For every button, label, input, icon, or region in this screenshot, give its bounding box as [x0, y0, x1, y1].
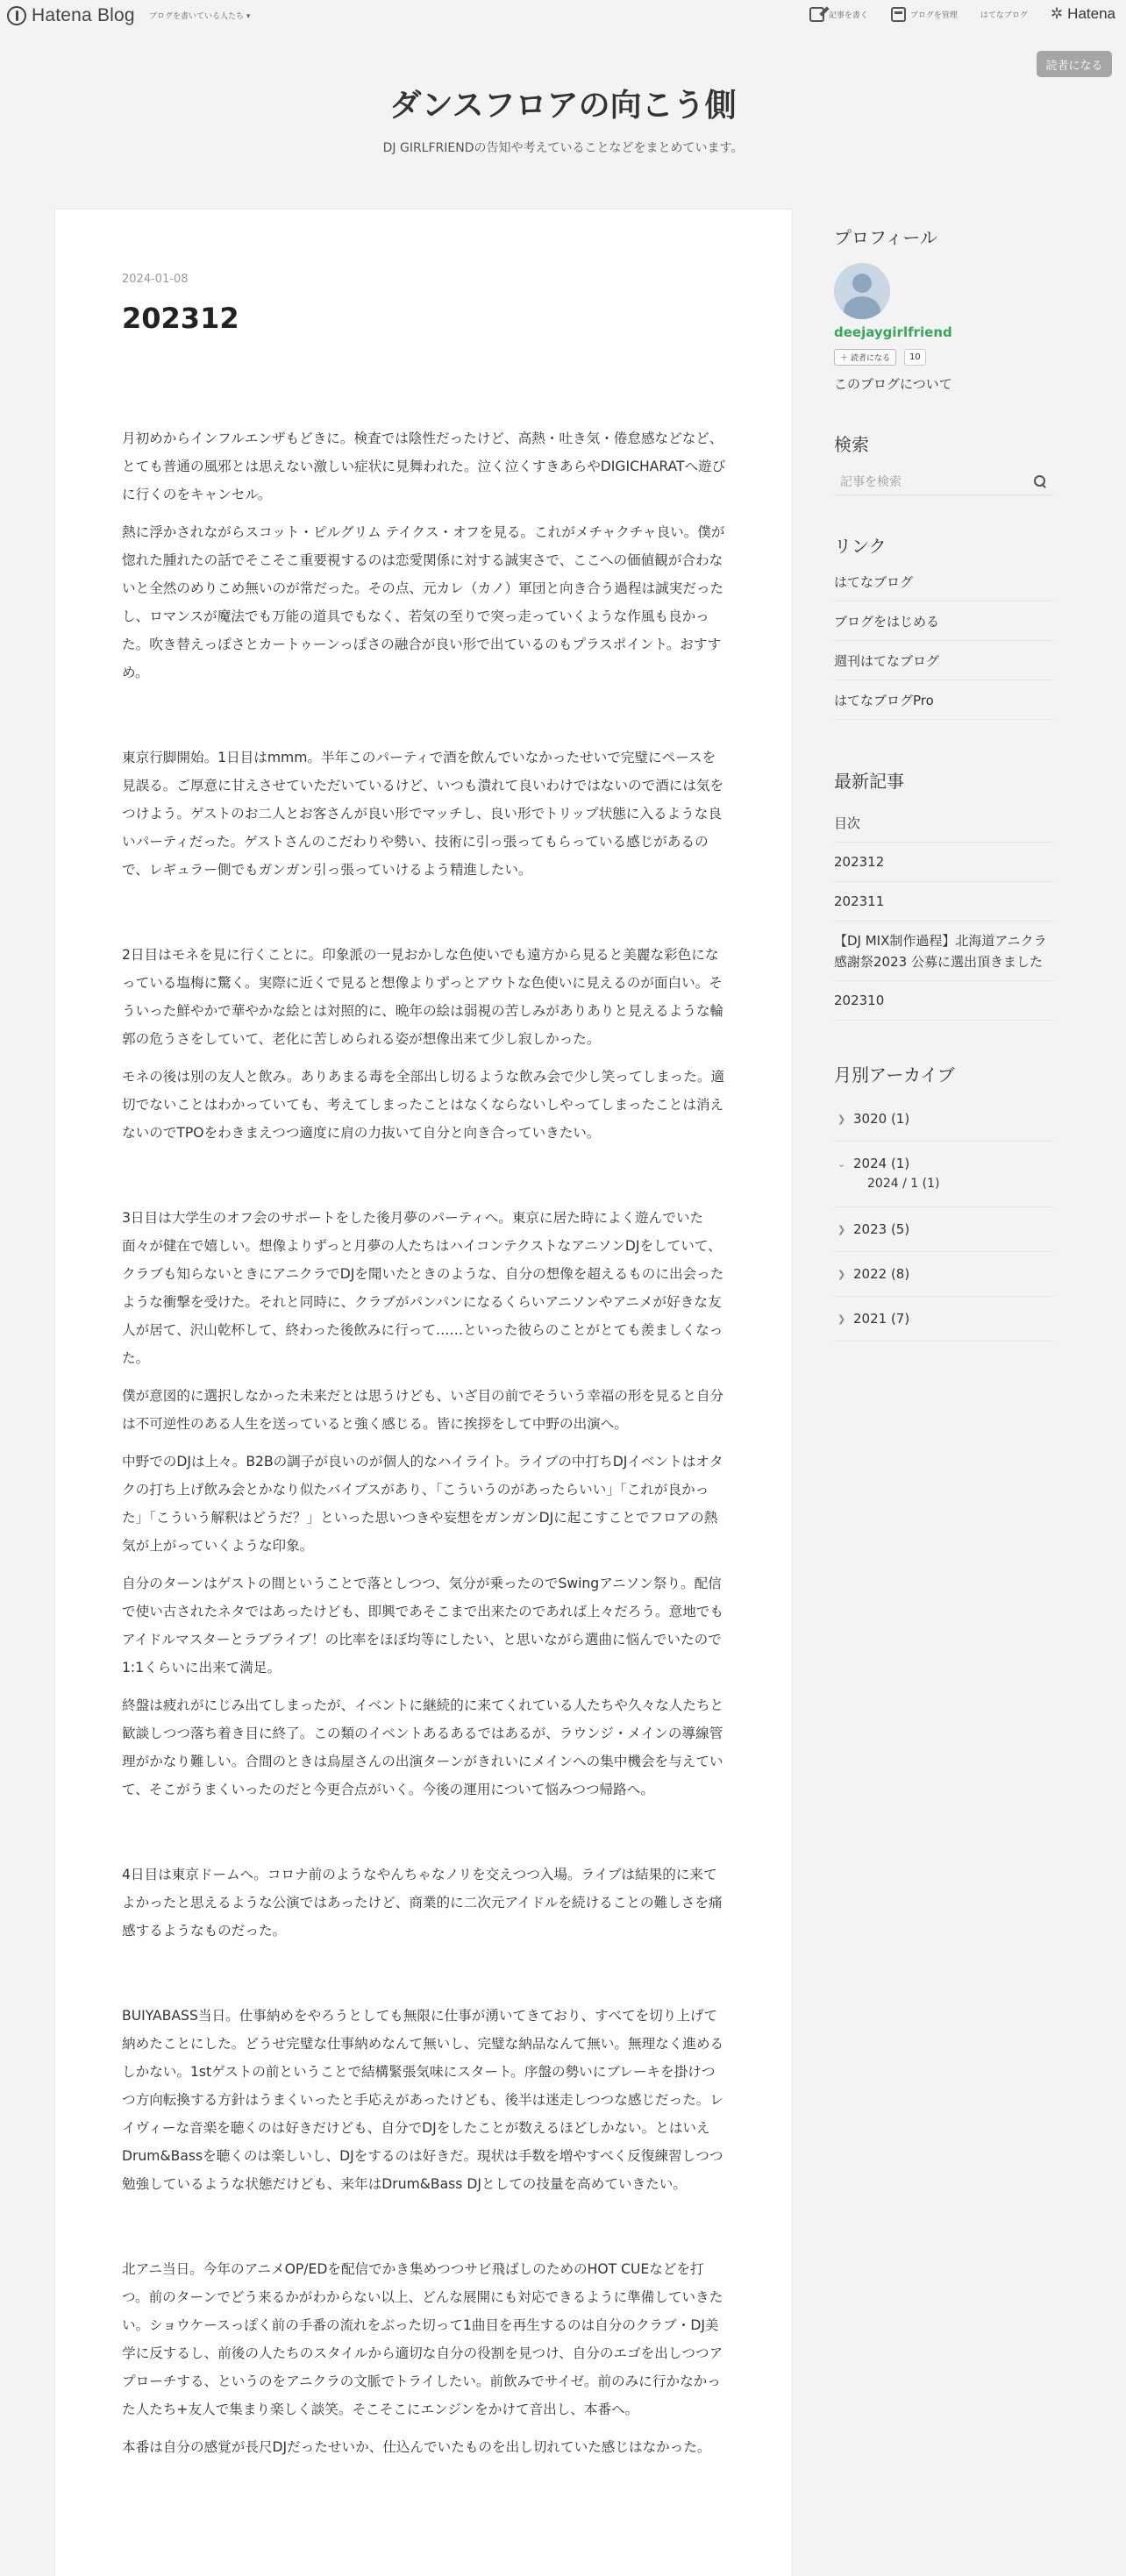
archive-item[interactable]: [834, 1142, 1053, 1207]
archive-subitem[interactable]: 2024 / 1 (1): [867, 1177, 940, 1191]
article-paragraph: 中野でのDJは上々。B2Bの調子が良いのが個人的なハイライト。ライブの中打ちDJイベントはオタクの打ち上げ飲み会とかなり似たバイブスがあり、「こういうのがあったらいい」「これが良かった」「こういう解釈はどうだ？」といった思いつきや妄想をガンガンDJに起こすことでフロアの熱気が上がっていくような印象。: [122, 1454, 723, 1554]
links-list: [834, 562, 1053, 720]
chevron-right-icon[interactable]: ❯: [837, 1223, 846, 1235]
list-item[interactable]: はてなブログPro: [834, 680, 1053, 720]
archive-item[interactable]: [834, 1097, 1053, 1142]
avatar-head-shape: [852, 274, 872, 293]
blog-description: DJ GIRLFRIENDの告知や考えていることなどをまとめています。: [382, 141, 744, 155]
search-icon[interactable]: [1034, 475, 1046, 487]
article-paragraph: 東京行脚開始。1日目はmmm。半年このパーティで酒を飲んでいなかったせいで完璧にペースを見誤る。ご厚意に甘えさせていただいているけど、いつも潰れて良いわけではないので酒には気をつけよう。ゲストのお二人とお客さんが良い形でマッチし、良い形でトリップ状態に入るような良いパーティだった。ゲストさんのこだわりや勢い、技術に引っ張ってもらっている感じがあるので、レギュラー側でもガンガン引っ張っていけるよう精進したい。: [122, 750, 724, 878]
list-item[interactable]: 目次: [834, 803, 1053, 843]
links-heading: リンク: [834, 536, 887, 557]
hatena-blog-logo[interactable]: [7, 5, 135, 26]
chevron-down-icon[interactable]: ⌄: [837, 1157, 846, 1170]
archive-label: 2024 (1): [853, 1156, 910, 1171]
profile-subscribe-button[interactable]: [834, 349, 896, 366]
article-title[interactable]: 202312: [122, 302, 239, 335]
dashboard-icon: [891, 7, 906, 22]
search-input[interactable]: [834, 467, 1053, 495]
archive-item[interactable]: [834, 1297, 1053, 1341]
article-paragraph: 僕が意図的に選択しなかった未来だとは思うけども、いざ目の前でそういう幸福の形を見ると自分は不可逆性のある人生を送っていると強く感じる。皆に挨拶をして中野の出演へ。: [122, 1388, 724, 1432]
write-article-link[interactable]: [809, 7, 868, 22]
archive-item[interactable]: [834, 1252, 1053, 1297]
article-paragraph: モネの後は別の友人と飲み。ありあまる毒を全部出し切るような飲み会で少し笑ってしまった。適切でないことはわかっていても、考えてしまったことはなくならないしやってしまったことは消えないのでTPOをわきまえつつ適度に肩の力抜いて自分と向き合っていきたい。: [122, 1069, 725, 1141]
article-paragraph: BUIYABASS当日。仕事納めをやろうとしても無限に仕事が湧いてきており、すべてを切り上げて納めたことにした。どうせ完璧な仕事納めなんて無いし、完璧な納品なんて無い。無理なく進めるしかない。1stゲストの前ということで結構緊張気味にスタート。序盤の勢いにブレーキを掛けつつ方向転換する方針はうまくいったと手応えがあったけども、後半は迷走しつつな感じだった。レイヴィーな音楽を聴くのは好きだけども、自分でDJをしたことが数えるほどしかない。とはいえDrum&Bassを聴くのは楽しいし、DJをするのは好きだ。現状は手数を増やすべく反復練習しつつ勉強しているような状態だけども、来年はDrum&Bass DJとしての技量を高めていきたい。: [122, 2008, 724, 2192]
chevron-right-icon[interactable]: ❯: [837, 1113, 846, 1125]
article-paragraph: 終盤は疲れがにじみ出てしまったが、イベントに継続的に来てくれている人たちや久々な人たちと歓談しつつ落ち着き目に終了。この類のイベントあるあるではあるが、ラウンジ・メインの導線管理がかなり難しい。合間のときは烏屋さんの出演ターンがきれいにメインへの集中機会を与えていて、そこがうまくいったのだと今更合点がいく。今後の運用について悩みつつ帰路へ。: [122, 1697, 724, 1797]
manage-blog-label: ブログを管理: [909, 11, 958, 20]
chevron-right-icon[interactable]: ❯: [837, 1268, 846, 1280]
blog-title[interactable]: ダンスフロアの向こう側: [389, 88, 737, 124]
hatena-blog-link[interactable]: [980, 9, 1028, 20]
archive-list: [834, 1097, 1053, 1341]
article-date[interactable]: 2024-01-08: [122, 273, 189, 286]
archive-label: 2022 (8): [853, 1266, 910, 1282]
article-paragraph: 北アニ当日。今年のアニメOP/EDを配信でかき集めつつサビ飛ばしのためのHOT CUEなどを打つ。前のターンでどう来るかがわからない以上、どんな展開にも対応できるように準備していきたい。ショウケースっぽく前の手番の流れをぶった切って1曲目を再生するのは自分のクラブ・DJ美学に反するし、前後の人たちのスタイルから適切な自分の役割を見つけ、自分のエゴを出しつつアプローチする、というのをアニクラの文脈でトライしたい。前飲みでサイゼ。前のみに行かなかった人たち+友人で集まり楽しく談笑。そこそこにエンジンをかけて音出し、本番へ。: [122, 2261, 723, 2417]
about-blog-link[interactable]: このブログについて: [834, 376, 952, 392]
list-item[interactable]: 202312: [834, 843, 1053, 882]
list-item[interactable]: 202311: [834, 882, 1053, 922]
toolbar: [809, 5, 1115, 23]
archive-label: 2023 (5): [853, 1221, 910, 1237]
list-item[interactable]: ブログをはじめる: [834, 601, 1053, 641]
article-body: [122, 424, 727, 2471]
profile-heading: プロフィール: [834, 227, 937, 248]
search-placeholder: 記事を検索: [840, 474, 902, 489]
pencil-icon: [809, 7, 824, 22]
list-item[interactable]: 週刊はてなブログ: [834, 641, 1053, 680]
hatena-brand-text: Hatena: [1067, 5, 1115, 22]
hatena-star-icon: ✲: [1050, 5, 1064, 22]
archive-heading: 月別アーカイブ: [834, 1064, 955, 1085]
avatar[interactable]: [834, 263, 890, 319]
archive-item[interactable]: [834, 1207, 1053, 1252]
write-article-label: 記事を書く: [828, 11, 868, 20]
profile-name[interactable]: deejaygirlfriend: [834, 324, 952, 340]
hatena-blog-link-label: はてなブログ: [980, 11, 1028, 20]
article-paragraph: 自分のターンはゲストの間ということで落としつつ、気分が乗ったのでSwingアニソン祭り。配信で使い古されたネタではあったけども、即興であそこまで出来たのであれば上々だろう。意地でもアイドルマスターとラブライブ！の比率をほぼ均等にしたい、と思いながら選曲に悩んでいたので1:1くらいに出来て満足。: [122, 1576, 723, 1676]
hatena-blog-logo-icon: [7, 6, 26, 25]
list-item[interactable]: はてなブログ: [834, 562, 1053, 601]
hatena-blog-logo-text: Hatena Blog: [32, 5, 135, 25]
article-paragraph: 2日目はモネを見に行くことに。印象派の一見おかしな色使いでも遠方から見ると美麗な彩色になっている塩梅に驚く。実際に近くで見ると想像よりずっとアウトな色使いに見えるのが面白い。そういった鮮やかで華やかな絵とは対照的に、晩年の絵は弱視の苦しみがありありと見えるような輪郭の危うさをしていて、老化に苦しめられる姿が想像出来て少し寂しかった。: [122, 947, 724, 1047]
article-paragraph: 熱に浮かされながらスコット・ピルグリム テイクス・オフを見る。これがメチャクチャ良い。僕が惚れた腫れたの話でそこそこ重要視するのは恋愛関係に対する誠実さで、ここへの価値観が合わないと全然のめりこめ無いのが常だった。その点、元カレ（カノ）軍団と向き合う過程は誠実だったし、ロマンスが魔法でも万能の道具でもなく、若気の至りで突っ走っていくような作風も良かった。吹き替えっぽさとカートゥーンっぽさの融合が良い形で出ているのもプラスポイント。おすすめ。: [122, 524, 725, 680]
article-paragraph: 3日目は大学生のオフ会のサポートをした後月夢のパーティへ。東京に居た時によく遊んでいた面々が健在で嬉しい。想像よりずっと月夢の人たちはハイコンテクストなアニソンDJをしていて、クラブも知らないときにアニクラでDJを聞いたときのような、自分の想像を超えるものに出会ったような衝撃を受けた。それと同時に、クラブがパンパンになるくらいアニソンやアニメが好きな友人が居て、沢山乾杯して、終わった後飲みに行って……といった彼らのことがとても羨ましくなった。: [122, 1210, 724, 1366]
blog-menu-dropdown[interactable]: ブログを書いている人たち ▾: [149, 10, 250, 21]
article-card: [54, 209, 793, 2576]
archive-label: 2021 (7): [853, 1311, 910, 1327]
avatar-body-shape: [844, 296, 880, 319]
top-bar: [0, 0, 1126, 33]
article-paragraph: 月初めからインフルエンザもどきに。検査では陰性だったけど、高熱・吐き気・倦怠感などなど、とても普通の風邪とは思えない激しい症状に見舞われた。泣く泣くすきあらやDIGICHARATへ遊びに行くのをキャンセル。: [122, 431, 726, 502]
list-item[interactable]: 202310: [834, 981, 1053, 1021]
recent-heading: 最新記事: [834, 771, 904, 792]
article-paragraph: 本番は自分の感覚が長尺DJだったせいか、仕込んでいたものを出し切れていた感じはなかった。: [122, 2439, 711, 2455]
recent-list: [834, 803, 1053, 1021]
chevron-right-icon[interactable]: ❯: [837, 1313, 846, 1325]
list-item[interactable]: 【DJ MIX制作過程】北海道アニクラ感謝祭2023 公募に選出頂きました: [834, 922, 1053, 981]
hatena-brand-link[interactable]: [1051, 5, 1115, 23]
article-paragraph: 4日目は東京ドームへ。コロナ前のようなやんちゃなノリを交えつつ入場。ライブは結果的に来てよかったと思えるような公演ではあったけど、商業的に二次元アイドルを続けることの難しさを痛感するようなものだった。: [122, 1867, 723, 1939]
subscribe-button[interactable]: 読者になる: [1037, 51, 1112, 77]
search-heading: 検索: [834, 434, 869, 455]
reader-count-badge[interactable]: 10: [904, 349, 926, 366]
profile-subscribe-label: 読者になる: [851, 354, 891, 363]
plus-icon: ＋: [840, 354, 849, 363]
manage-blog-link[interactable]: [891, 7, 958, 22]
archive-label: 3020 (1): [853, 1111, 910, 1127]
